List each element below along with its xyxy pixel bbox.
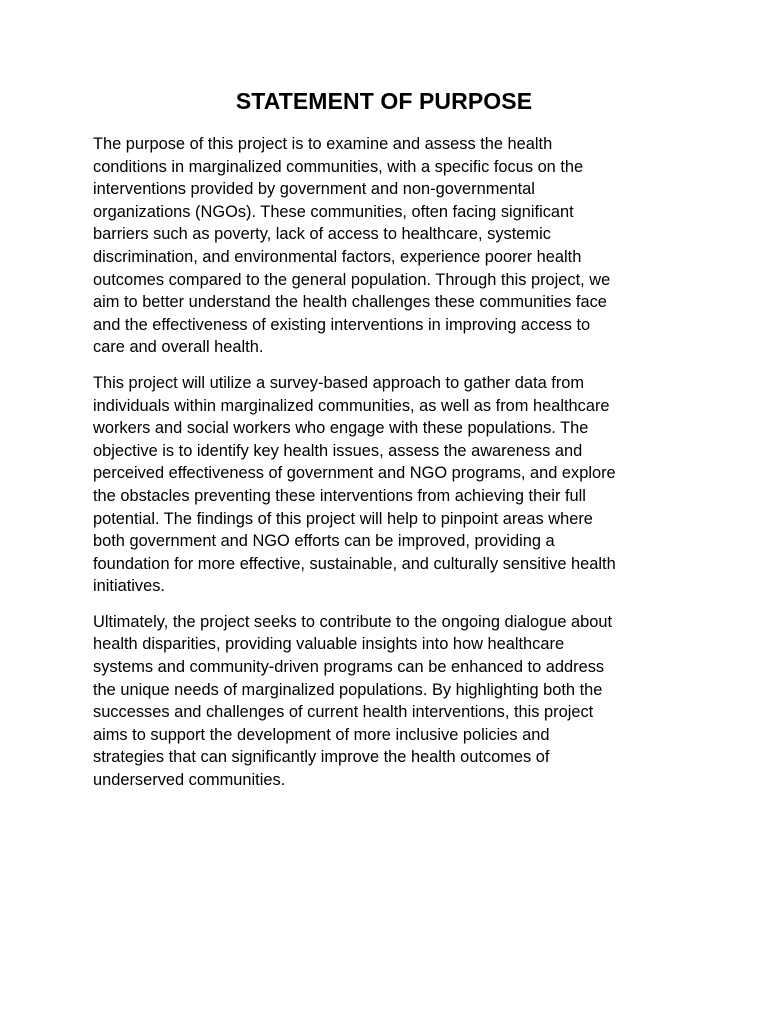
paragraph-line: strategies that can significantly improve the health outcomes of (93, 748, 550, 767)
paragraph-line: individuals within marginalized communities, as well as from healthcare (93, 396, 610, 415)
paragraph-line: successes and challenges of current health interventions, this project (93, 703, 594, 722)
paragraph-line: This project will utilize a survey-based approach to gather data from (93, 373, 585, 392)
paragraph-line: interventions provided by government and non-governmental (93, 180, 535, 199)
paragraph-line: organizations (NGOs). These communities, often facing significant (93, 202, 574, 221)
paragraph-line: and the effectiveness of existing interventions in improving access to (93, 315, 591, 334)
page-title: STATEMENT OF PURPOSE (235, 88, 533, 114)
paragraph-line: the obstacles preventing these interventions from achieving their full (93, 486, 586, 505)
paragraph-line: systems and community-driven programs can be enhanced to address (93, 658, 605, 677)
paragraph-2 (93, 372, 673, 598)
paragraph-line: outcomes compared to the general population. Through this project, we (93, 270, 611, 289)
paragraph-line: foundation for more effective, sustainable, and culturally sensitive health (93, 554, 616, 573)
paragraph-line: perceived effectiveness of government and NGO programs, and explore (93, 464, 616, 483)
paragraph-3 (93, 611, 673, 792)
document-body (93, 133, 673, 805)
paragraph-line: both government and NGO efforts can be improved, providing a (93, 532, 555, 551)
paragraph-line: potential. The findings of this project will help to pinpoint areas where (93, 509, 593, 528)
paragraph-1 (93, 133, 673, 359)
paragraph-line: discrimination, and environmental factors, experience poorer health (93, 247, 582, 266)
paragraph-line: objective is to identify key health issues, assess the awareness and (93, 441, 583, 460)
paragraph-line: The purpose of this project is to examine and assess the health (93, 135, 553, 153)
paragraph-line: the unique needs of marginalized populations. By highlighting both the (93, 680, 603, 699)
paragraph-line: workers and social workers who engage with these populations. The (93, 419, 589, 438)
paragraph-line: barriers such as poverty, lack of access to healthcare, systemic (93, 225, 551, 244)
paragraph-line: Ultimately, the project seeks to contribute to the ongoing dialogue about (93, 612, 613, 631)
paragraph-line: initiatives. (93, 577, 165, 596)
paragraph-line: health disparities, providing valuable insights into how healthcare (93, 635, 565, 654)
paragraph-line: conditions in marginalized communities, with a specific focus on the (93, 157, 584, 176)
paragraph-line: underserved communities. (93, 771, 286, 790)
paragraph-line: aims to support the development of more inclusive policies and (93, 725, 550, 744)
paragraph-line: care and overall health. (93, 338, 264, 357)
paragraph-line: aim to better understand the health challenges these communities face (93, 293, 607, 312)
